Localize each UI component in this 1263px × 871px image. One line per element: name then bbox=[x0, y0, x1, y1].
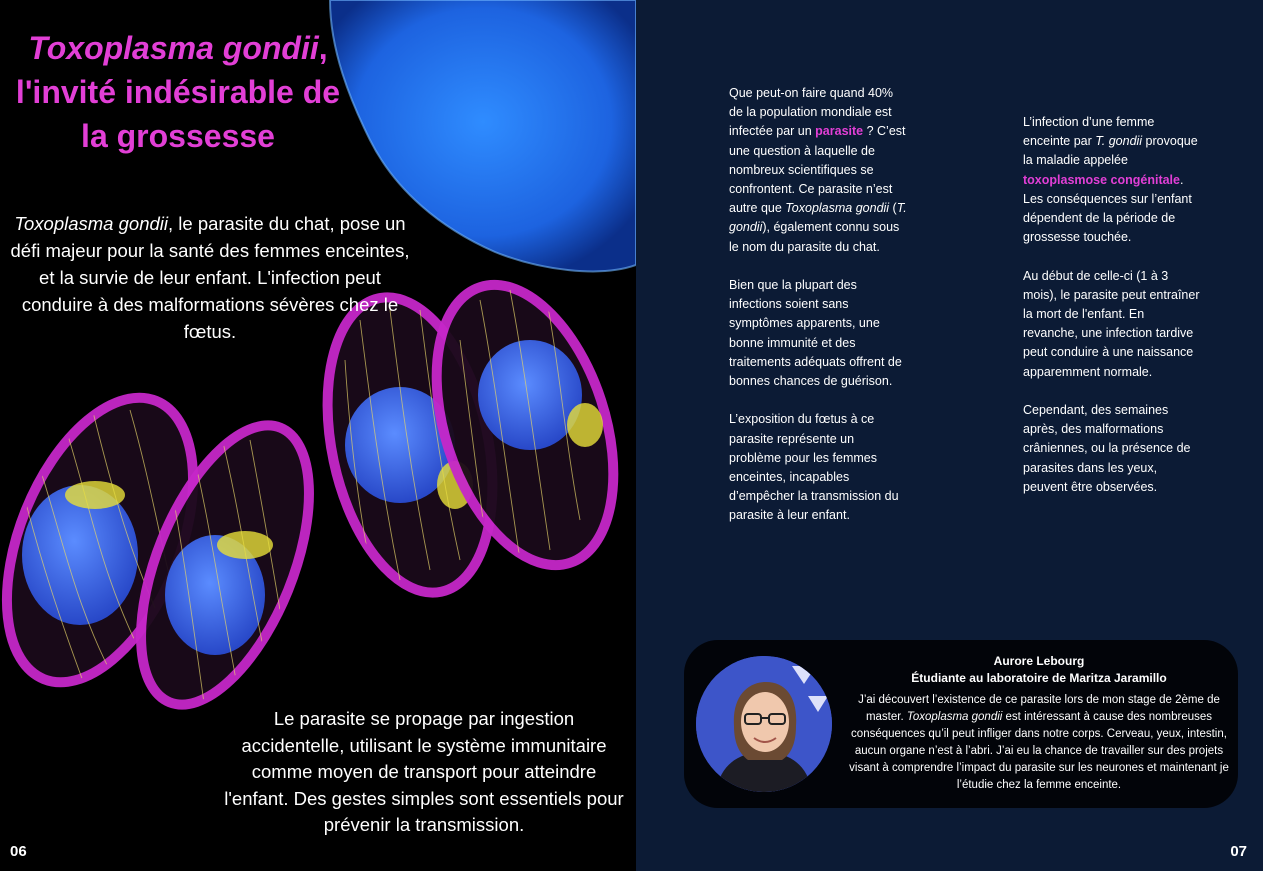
intro-italic: Toxoplasma gondii bbox=[14, 213, 168, 234]
col2-paragraph-1 bbox=[1023, 113, 1201, 247]
text-span: J’ai découvert l’existence de ce parasite lors de mon stage de 2ème de master. bbox=[858, 694, 1220, 723]
author-role: Étudiante au laboratoire de Maritza Jaramillo bbox=[911, 671, 1167, 685]
text-span: est intéressant à cause des nombreuses conséquences qu’il peut infliger dans notre corps. Cerveau, yeux, intestin, aucun organe n’est à l’abri. J’ai eu la chance de travailler sur des projets visant à comprendre l’impact du parasite sur les neurones et maintenant je l’étudie chez la femme enceinte. bbox=[849, 711, 1229, 791]
author-name: Aurore Lebourg bbox=[993, 654, 1085, 668]
testimonial-quote bbox=[844, 692, 1234, 794]
col1-paragraph-3: L’exposition du fœtus à ce parasite représente un problème pour les femmes enceintes, incapables d’empêcher la transmission du parasite à leur enfant. bbox=[729, 412, 899, 523]
text-span: L’infection d’une femme enceinte par bbox=[1023, 115, 1155, 149]
avatar bbox=[696, 656, 832, 792]
col1-paragraph-2: Bien que la plupart des infections soient sans symptômes apparents, une bonne immunité et des traitements adéquats offrent de bonnes chances de guérison. bbox=[729, 278, 902, 389]
page-title bbox=[6, 26, 350, 158]
card-author bbox=[844, 653, 1234, 687]
text-span: ), également connu sous le nom du parasite du chat. bbox=[729, 220, 900, 254]
intro-rest: , le parasite du chat, pose un défi majeur pour la santé des femmes enceintes, et la survie de leur enfant. L'infection peut conduire à des malformations sévères chez le fœtus. bbox=[10, 213, 410, 342]
text-span: . Les conséquences sur l’enfant dépendent de la période de grossesse touchée. bbox=[1023, 172, 1192, 245]
text-span: ( bbox=[889, 201, 897, 216]
portrait-image bbox=[696, 656, 832, 792]
title-italic: Toxoplasma gondii bbox=[28, 30, 319, 66]
text-span: provoque la maladie appelée bbox=[1023, 134, 1198, 168]
italic-span: T. gondii bbox=[729, 201, 907, 235]
text-column-1 bbox=[729, 84, 907, 545]
highlight-parasite: parasite bbox=[815, 124, 864, 139]
italic-span: Toxoplasma gondii bbox=[906, 711, 1003, 723]
page-number-right: 07 bbox=[1230, 843, 1247, 860]
italic-span: Toxoplasma gondii bbox=[785, 201, 890, 216]
text-column-2 bbox=[1023, 113, 1201, 516]
intro-paragraph bbox=[10, 210, 410, 345]
col1-paragraph-1 bbox=[729, 84, 907, 257]
italic-span: T. gondii bbox=[1095, 134, 1143, 149]
highlight-toxoplasmose: toxoplasmose congénitale bbox=[1023, 172, 1180, 187]
right-page bbox=[636, 0, 1263, 871]
text-span: Que peut-on faire quand 40% de la population mondiale est infectée par un bbox=[729, 86, 894, 139]
col2-paragraph-2: Au début de celle-ci (1 à 3 mois), le parasite peut entraîner la mort de l'enfant. En revanche, une infection tardive peut conduire à une naissance apparemment normale. bbox=[1023, 268, 1200, 379]
col2-paragraph-3: Cependant, des semaines après, des malformations crâniennes, ou la présence de parasites dans les yeux, peuvent être observées. bbox=[1023, 403, 1191, 494]
text-span: ? C’est une question à laquelle de nombreux scientifiques se confrontent. Ce parasite n’est autre que bbox=[729, 124, 906, 216]
title-rest: , l'invité indésirable de la grossesse bbox=[15, 30, 341, 154]
bottom-paragraph: Le parasite se propage par ingestion accidentelle, utilisant le système immunitaire comme moyen de transport pour atteindre l'enfant. Des gestes simples sont essentiels pour prévenir la transmission. bbox=[224, 708, 624, 835]
testimonial-card bbox=[684, 640, 1238, 808]
page-number-left: 06 bbox=[10, 843, 27, 860]
